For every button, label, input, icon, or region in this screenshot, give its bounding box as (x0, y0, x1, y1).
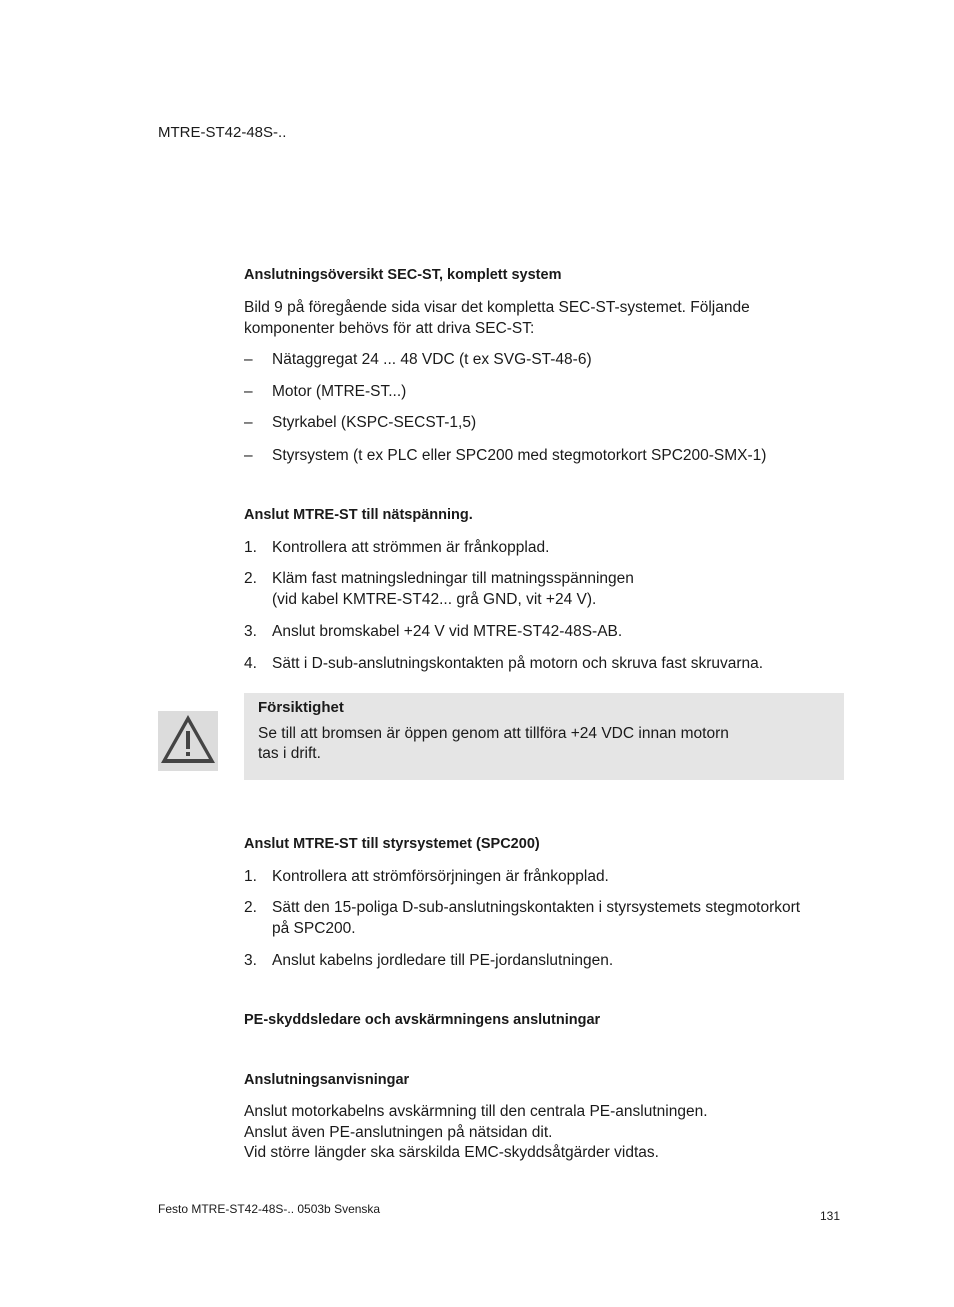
overview-intro-line2: komponenter behövs för att driva SEC-ST: (244, 320, 535, 337)
section-heading-pe: PE-skyddsledare och avskärmningens anslutningar (244, 1012, 601, 1028)
list-item-text: Nätaggregat 24 ... 48 VDC (t ex SVG-ST-48-6) (272, 351, 592, 368)
step-text: Anslut kabelns jordledare till PE-jordanslutningen. (272, 952, 614, 969)
step-number: 1. (244, 539, 257, 556)
step-text-cont: på SPC200. (272, 920, 356, 937)
step-number: 4. (244, 655, 257, 672)
page-header-model: MTRE-ST42-48S-.. (158, 124, 287, 141)
overview-intro (244, 297, 844, 339)
list-item-text: Styrsystem (t ex PLC eller SPC200 med stegmotorkort SPC200-SMX-1) (272, 447, 767, 464)
page-number: 131 (820, 1209, 841, 1223)
step-text-block (272, 897, 842, 939)
caution-line1: Se till att bromsen är öppen genom att tillföra +24 VDC innan motorn (258, 725, 729, 742)
step-number: 1. (244, 868, 257, 885)
section-heading-power: Anslut MTRE-ST till nätspänning. (244, 507, 473, 523)
step-text: Anslut bromskabel +24 V vid MTRE-ST42-48S-AB. (272, 623, 623, 640)
step-text: Kontrollera att strömförsörjningen är frånkopplad. (272, 868, 609, 885)
step-number: 2. (244, 899, 257, 916)
footer-doc-info: Festo MTRE-ST42-48S-.. 0503b Svenska (158, 1202, 381, 1216)
list-item-text: Motor (MTRE-ST...) (272, 383, 407, 400)
section-heading-overview: Anslutningsöversikt SEC-ST, komplett system (244, 267, 562, 283)
caution-text (258, 724, 818, 764)
step-text: Sätt i D-sub-anslutningskontakten på motorn och skruva fast skruvarna. (272, 655, 764, 672)
step-text: Kläm fast matningsledningar till matningsspänningen (272, 570, 634, 587)
step-text-cont: (vid kabel KMTRE-ST42... grå GND, vit +24 V). (272, 591, 597, 608)
warning-triangle-svg (158, 711, 218, 771)
instructions-line2: Anslut även PE-anslutningen på nätsidan dit. (244, 1123, 553, 1141)
instructions-line1: Anslut motorkabelns avskärmning till den centrala PE-anslutningen. (244, 1103, 708, 1120)
step-number: 2. (244, 570, 257, 587)
instructions-text (244, 1102, 844, 1164)
step-text: Sätt den 15-poliga D-sub-anslutningskontakten i styrsystemets stegmotorkort (272, 899, 801, 916)
bullet-dash: – (244, 414, 253, 431)
overview-intro-line1: Bild 9 på föregående sida visar det kompletta SEC-ST-systemet. Följande (244, 299, 750, 316)
list-item-text: Styrkabel (KSPC-SECST-1,5) (272, 414, 477, 431)
bullet-dash: – (244, 383, 253, 400)
step-number: 3. (244, 952, 257, 969)
bullet-dash: – (244, 447, 253, 464)
section-heading-control: Anslut MTRE-ST till styrsystemet (SPC200) (244, 836, 540, 852)
step-text: Kontrollera att strömmen är frånkopplad. (272, 539, 550, 556)
warning-triangle-icon (158, 711, 218, 771)
caution-line2: tas i drift. (258, 745, 321, 762)
step-text-block (272, 568, 842, 610)
section-heading-instructions: Anslutningsanvisningar (244, 1072, 410, 1088)
caution-title: Försiktighet (258, 699, 344, 716)
step-number: 3. (244, 623, 257, 640)
bullet-dash: – (244, 351, 253, 368)
instructions-line3: Vid större längder ska särskilda EMC-skyddsåtgärder vidtas. (244, 1144, 659, 1161)
